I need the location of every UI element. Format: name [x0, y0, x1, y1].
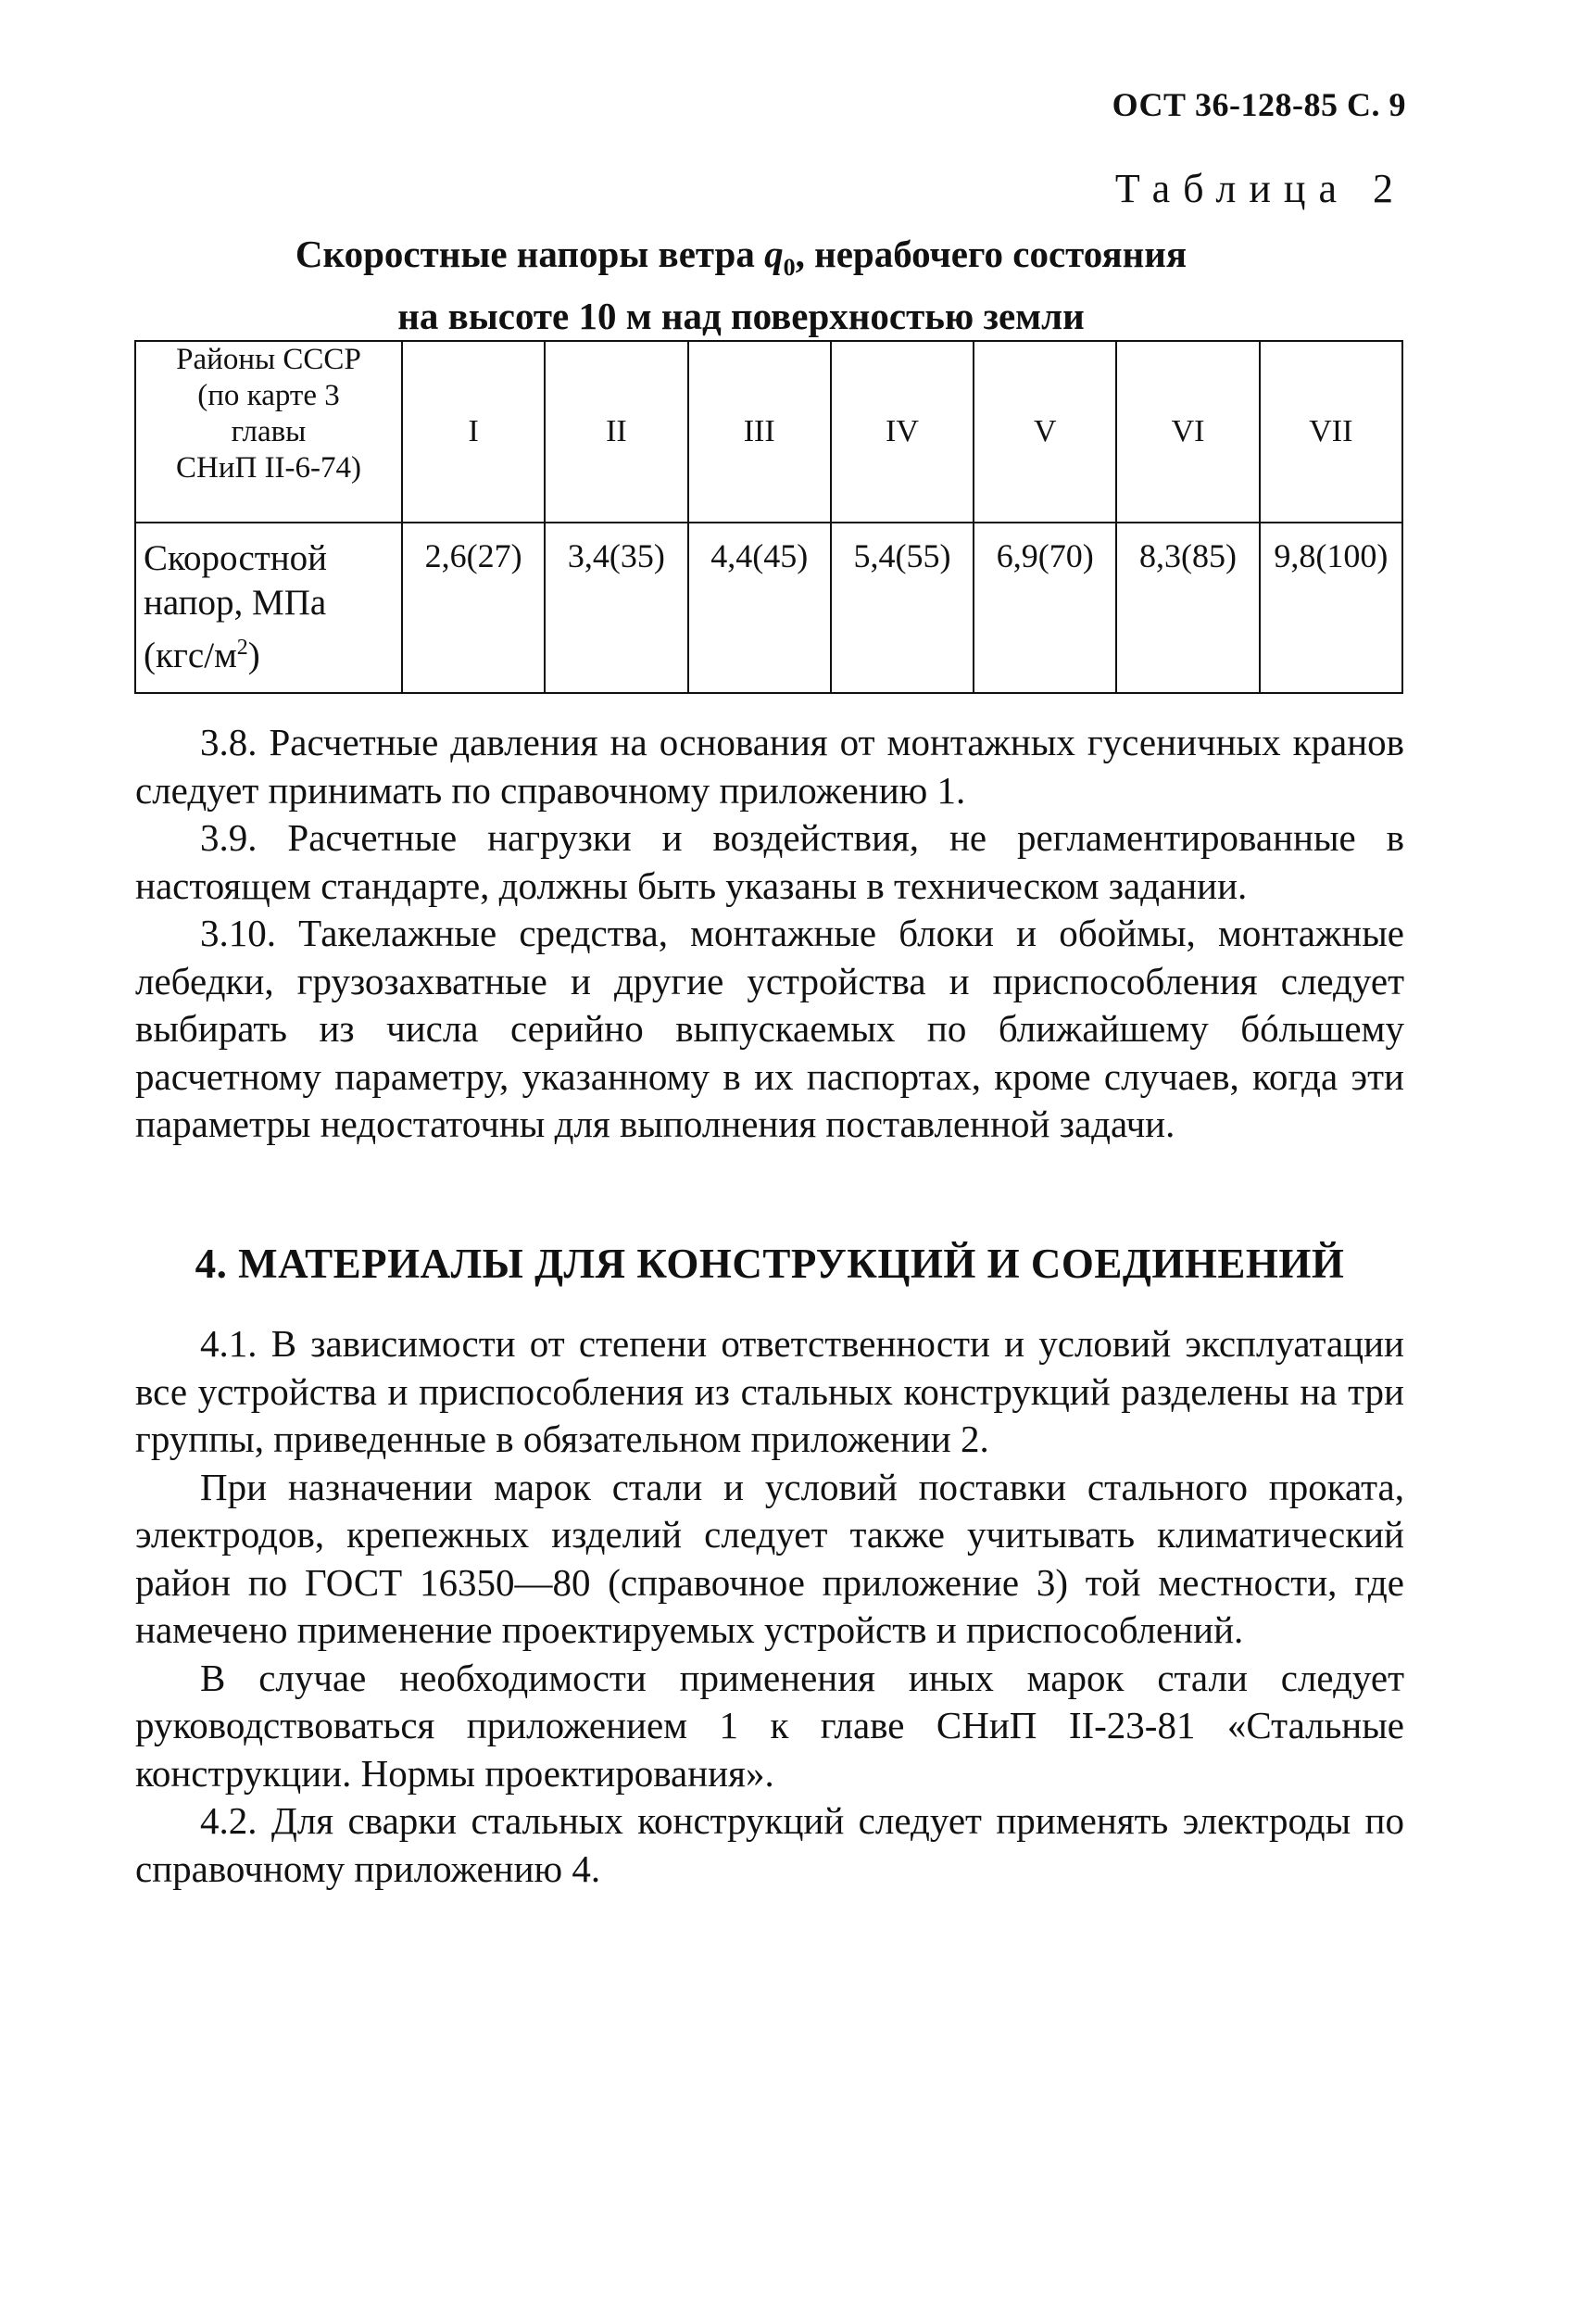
paragraph: 3.8. Расчетные давления на основания от монтажных гусеничных кранов следует принимать по справочному приложению 1. [135, 721, 1404, 812]
paragraph: 4.2. Для сварки стальных конструкций следует применять электроды по справочному приложению 4. [135, 1799, 1404, 1890]
region-header-cell: III [688, 341, 831, 523]
row-label-line: Скоростной [144, 538, 328, 578]
unit-text: (кгс/м [144, 636, 237, 675]
region-header-cell: I [402, 341, 545, 523]
section4-text [135, 1320, 1404, 1893]
table-label: Таблица 2 [1114, 166, 1406, 211]
region-header-cell: VI [1116, 341, 1259, 523]
value-cell: 2,6(27) [402, 523, 545, 693]
paragraph: 4.1. В зависимости от степени ответственности и условий эксплуатации все устройства и приспособления из стальных конструкций разделены на три группы, приведенные в обязательном приложении 2. [135, 1322, 1404, 1460]
value-cell: 8,3(85) [1116, 523, 1259, 693]
header-label-line: СНиП II-6-74) [175, 451, 362, 485]
region-header-cell: VII [1260, 341, 1402, 523]
value-cell: 6,9(70) [974, 523, 1116, 693]
table-title-line2: на высоте 10 м над поверхностью земли [397, 295, 1085, 338]
table-header-row [135, 341, 1402, 523]
table-title-part1: Скоростные напоры ветра [295, 233, 765, 275]
header-label-line: (по карте 3 [197, 379, 340, 412]
value-cell: 4,4(45) [688, 523, 831, 693]
table-header-label [135, 341, 402, 523]
unit-exponent: 2 [236, 636, 248, 660]
row-label-cell [135, 523, 402, 693]
header-label-line: главы [231, 415, 307, 448]
region-header-cell: IV [831, 341, 974, 523]
table-title-symbol: q [764, 233, 784, 275]
table-row [135, 523, 1402, 693]
paragraph: В случае необходимости применения иных марок стали следует руководствоваться приложением 1 к главе СНиП II-23-81 «Стальные конструкции. Нормы проектирования». [135, 1656, 1404, 1795]
table-title-subscript: 0 [783, 254, 796, 282]
value-cell: 5,4(55) [831, 523, 974, 693]
header-label-line: Районы СССР [176, 343, 361, 376]
document-reference: ОСТ 36-128-85 С. 9 [1112, 86, 1406, 123]
paragraph: При назначении марок стали и условий поставки стального проката, электродов, крепежных изделий следует также учитывать климатический район по ГОСТ 16350—80 (справочное приложение 3) той местности, где намечено применение проектируемых устройств и приспособлений. [135, 1465, 1404, 1651]
wind-pressure-table [134, 340, 1403, 694]
table-title-part2: , нерабочего состояния [795, 233, 1188, 275]
section3-text [135, 719, 1404, 1149]
row-label-unit [144, 625, 401, 678]
paragraph: 3.9. Расчетные нагрузки и воздействия, не регламентированные в настоящем стандарте, должны быть указаны в техническом задании. [135, 816, 1404, 907]
value-cell: 9,8(100) [1260, 523, 1402, 693]
table-title [241, 230, 1241, 340]
unit-close: ) [247, 636, 260, 675]
region-header-cell: V [974, 341, 1116, 523]
value-cell: 3,4(35) [545, 523, 687, 693]
row-label-line: напор, МПа [144, 583, 327, 623]
section-heading: 4. МАТЕРИАЛЫ ДЛЯ КОНСТРУКЦИЙ И СОЕДИНЕНИЙ [195, 1241, 1345, 1287]
region-header-cell: II [545, 341, 687, 523]
paragraph: 3.10. Такелажные средства, монтажные блоки и обоймы, монтажные лебедки, грузозахватные и другие устройства и приспособления следует выбирать из числа серийно выпускаемых по ближайшему бóльшему расчетному параметру, указанному в их паспортах, кроме случаев, когда эти параметры недостаточны для выполнения поставленной задачи. [135, 912, 1404, 1145]
